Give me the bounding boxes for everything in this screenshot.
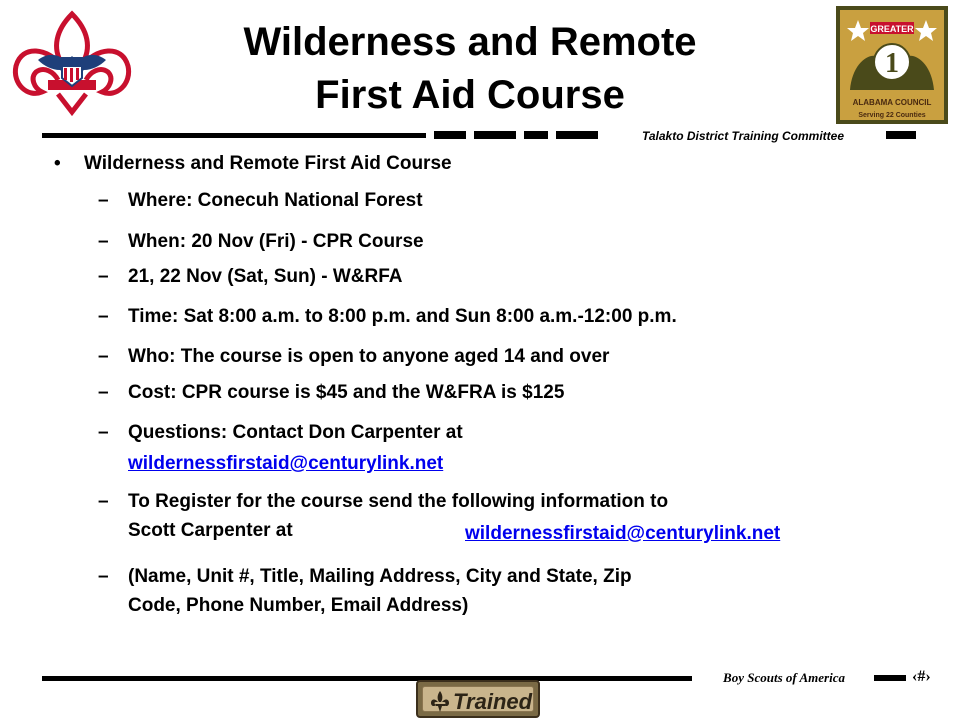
list-item-text: Who: The course is open to anyone aged 14 and over [128,346,610,367]
list-dash: – [98,422,109,443]
trained-badge-label: Trained [453,689,533,714]
header-rule-dash-4 [556,131,598,139]
list-item-text: When: 20 Nov (Fri) - CPR Course [128,231,424,252]
list-dash: – [98,190,109,211]
page-title-line-1: Wilderness and Remote [243,20,697,64]
register-email-link[interactable]: wildernessfirstaid@centurylink.net [465,523,781,544]
trained-badge [416,680,540,718]
header-rule-long [42,133,426,138]
footer-rule-end [874,675,906,681]
footer-org-label: Boy Scouts of America [723,670,845,685]
page-title-line-2: First Aid Course [315,73,625,117]
slide-number: ‹#› [912,668,931,685]
list-dash: – [98,266,109,287]
district-label: Talakto District Training Committee [641,129,845,143]
council-logo-name: ALABAMA COUNCIL [852,98,932,107]
bsa-fleur-de-lis-logo-icon [8,8,136,120]
council-logo-tagline: Serving 22 Counties [858,112,926,119]
main-bullet-text: Wilderness and Remote First Aid Course [84,153,452,174]
trained-badge-inner [422,686,534,712]
questions-email-link[interactable]: wildernessfirstaid@centurylink.net [128,453,444,474]
list-dash: – [98,306,109,327]
footer-rule-long [42,676,692,681]
list-item-text: Cost: CPR course is $45 and the W&FRA is $125 [128,382,565,403]
list-dash: – [98,491,109,512]
list-item-text: To Register for the course send the following information to Scott Carpenter at [128,491,669,541]
bullet-dot: • [54,153,61,174]
fleur-de-lis-icon [429,690,451,714]
list-item-text: Questions: Contact Don Carpenter at [128,422,463,443]
list-item-text: Time: Sat 8:00 a.m. to 8:00 p.m. and Sun 8:00 a.m.-12:00 p.m. [128,306,677,327]
header-rule-dash-3 [524,131,548,139]
header-rule-dash-1 [434,131,466,139]
header-rule-dash-2 [474,131,516,139]
list-item-text: 21, 22 Nov (Sat, Sun) - W&RFA [128,266,403,287]
greater-alabama-council-logo-icon [836,6,948,124]
header-rule-end [886,131,916,139]
list-item-text: (Name, Unit #, Title, Mailing Address, City and State, Zip Code, Phone Number, Email Address) [128,566,632,616]
list-dash: – [98,231,109,252]
list-dash: – [98,566,109,587]
council-logo-numeral: 1 [885,48,899,79]
list-item-text: Where: Conecuh National Forest [128,190,423,211]
list-dash: – [98,346,109,367]
list-dash: – [98,382,109,403]
council-logo-top-text: GREATER [870,24,914,34]
